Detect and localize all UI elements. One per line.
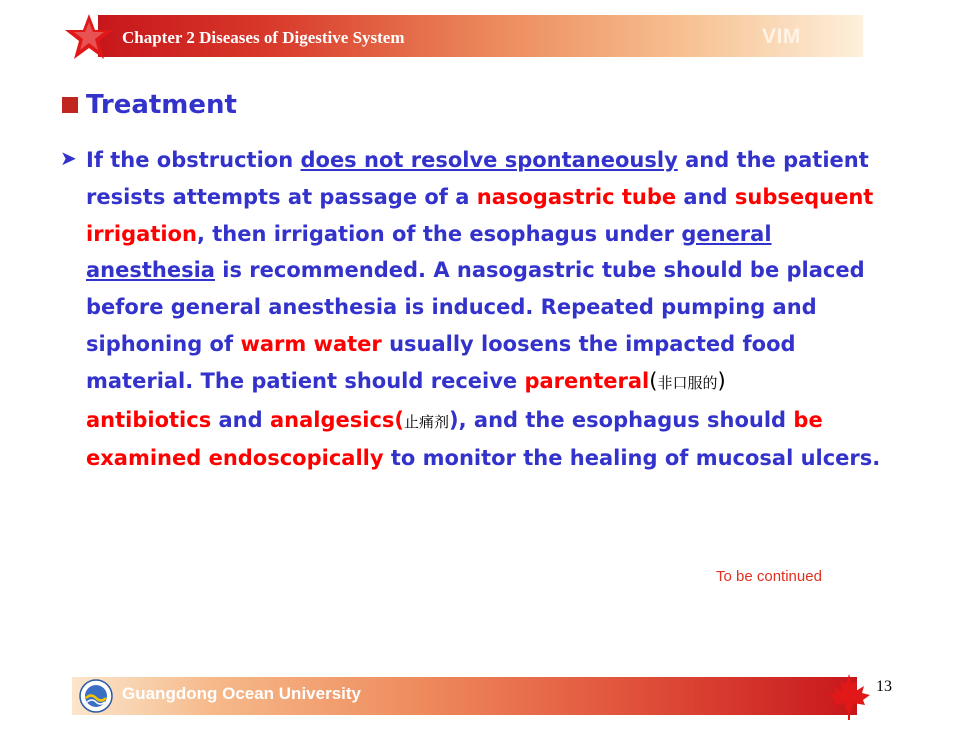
text-run: to monitor the healing of mucosal ulcers.: [383, 446, 881, 471]
arrow-bullet-icon: ➤: [60, 146, 77, 170]
text-run: and: [211, 407, 270, 432]
text-run: If the obstruction: [86, 148, 301, 172]
underlined-phrase: does not resolve spontaneously: [300, 148, 678, 172]
university-name: Guangdong Ocean University: [122, 684, 361, 703]
square-bullet-icon: [62, 97, 78, 113]
chapter-title: Chapter 2 Diseases of Digestive System: [122, 28, 405, 47]
text-run: is recommended. A nasogastric tube should be placed before general anesthesia is induced. Repeated pumping and siphoning of: [86, 258, 865, 356]
highlight-phrase: subsequent irrigation: [86, 184, 874, 246]
highlight-phrase: antibiotics: [86, 407, 212, 432]
highlight-phrase: nasogastric tube: [476, 184, 677, 209]
chinese-gloss: 非口服的: [657, 373, 718, 392]
text-run: , then irrigation of the esophagus under: [196, 221, 682, 246]
treatment-paragraph: [86, 142, 901, 477]
paren-close: ): [717, 368, 726, 393]
text-run: usually loosens the impacted food material. The patient should receive: [86, 331, 796, 393]
highlight-phrase: be examined endoscopically: [86, 407, 823, 471]
text-run: and the patient resists attempts at passage of a: [86, 148, 869, 209]
university-logo-icon: [79, 679, 113, 713]
section-heading: [62, 90, 237, 120]
paren-open: (: [649, 368, 658, 393]
chinese-gloss: 止痛剂: [404, 412, 450, 431]
highlight-phrase: parenteral: [524, 368, 650, 393]
highlight-phrase: analgesics(: [269, 407, 404, 432]
text-run: and: [676, 184, 735, 209]
text-run: ), and the esophagus should: [449, 407, 794, 432]
page-number: 13: [876, 678, 892, 695]
continued-note: To be continued: [716, 568, 822, 585]
underlined-phrase: general anesthesia: [86, 221, 772, 283]
course-tag: VIM: [762, 25, 801, 48]
highlight-phrase: warm water: [240, 331, 382, 356]
maple-leaf-icon: [826, 672, 872, 722]
heading-text: Treatment: [86, 90, 237, 120]
red-star-icon: [64, 12, 114, 62]
